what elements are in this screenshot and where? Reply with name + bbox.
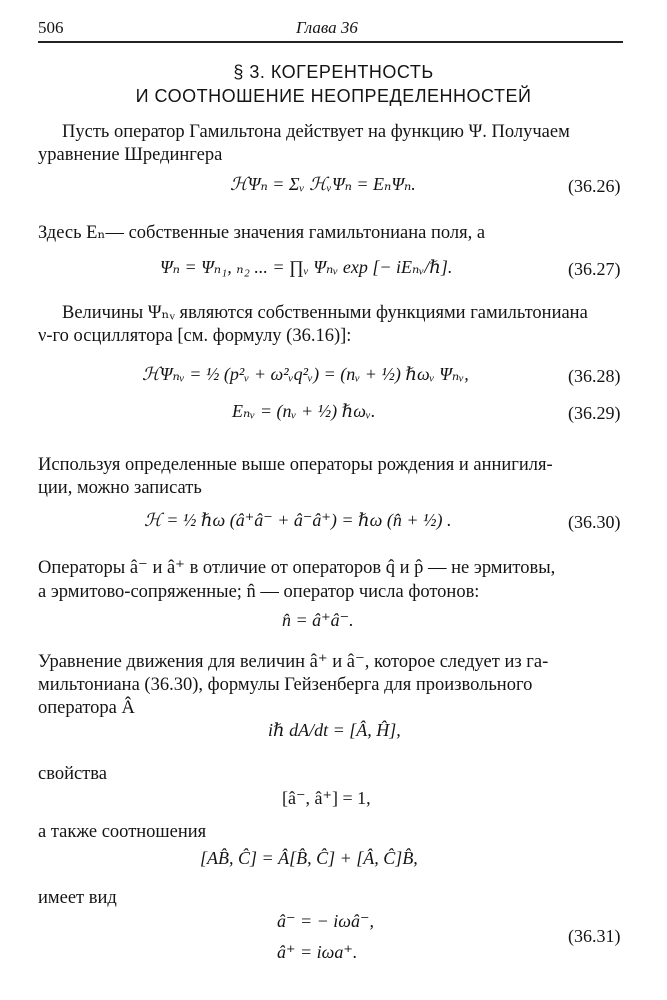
paragraph-4-line2: ции, можно записать xyxy=(38,478,202,498)
page-number: 506 xyxy=(38,18,64,37)
paragraph-6-line1: Уравнение движения для величин â⁺ и â⁻, которое следует из га- xyxy=(38,652,549,672)
equation-36-31-line1: â⁻ = − iωâ⁻, xyxy=(277,911,375,931)
equation-number-36-26: (36.26) xyxy=(568,176,621,196)
equation-number-36-28: (36.28) xyxy=(568,366,621,386)
equation-number-36-31: (36.31) xyxy=(568,926,621,946)
paragraph-3-line2: ν-го осциллятора [см. формулу (36.16)]: xyxy=(38,326,352,346)
paragraph-1-line1: Пусть оператор Гамильтона действует на функцию Ψ. Получаем xyxy=(62,122,570,142)
paragraph-6-line2: мильтониана (36.30), формулы Гейзенберга для произвольного xyxy=(38,675,533,695)
chapter-header: Глава 36 xyxy=(296,18,358,37)
paragraph-2: Здесь Eₙ— собственные значения гамильтониана поля, а xyxy=(38,223,486,243)
equation-heisenberg: iℏ dA/dt = [Â, Ĥ], xyxy=(268,720,401,740)
equation-number-36-30: (36.30) xyxy=(568,512,621,532)
equation-36-27: Ψₙ = Ψₙ₁, ₙ₂ ... = ∏ᵥ Ψₙᵥ exp [− iEₙᵥ/ℏ]. xyxy=(160,257,453,277)
paragraph-9: имеет вид xyxy=(38,888,117,908)
equation-36-31-line2: â⁺ = iωa⁺. xyxy=(277,942,358,962)
section-title-line2: И СООТНОШЕНИЕ НЕОПРЕДЕЛЕННОСТЕЙ xyxy=(135,86,532,106)
equation-number-36-29: (36.29) xyxy=(568,403,621,423)
paragraph-1-line2: уравнение Шредингера xyxy=(38,145,223,165)
equation-36-29: Eₙᵥ = (nᵥ + ½) ℏωᵥ. xyxy=(232,401,376,421)
paragraph-8: а также соотношения xyxy=(38,822,207,842)
equation-commutator: [â⁻, â⁺] = 1, xyxy=(282,788,371,808)
paragraph-5-line1: Операторы â⁻ и â⁺ в отличие от операторов q̂ и p̂ — не эрмитовы, xyxy=(38,558,556,578)
equation-36-30: ℋ = ½ ℏω (â⁺â⁻ + â⁻â⁺) = ℏω (n̂ + ½) . xyxy=(144,510,452,530)
equation-number-36-27: (36.27) xyxy=(568,259,621,279)
paragraph-4-line1: Используя определенные выше операторы рождения и аннигиля- xyxy=(38,455,553,475)
paragraph-6-line3: оператора Â xyxy=(38,698,135,718)
equation-relation: [AB̂, Ĉ] = Â[B̂, Ĉ] + [Â, Ĉ]B̂, xyxy=(200,848,418,868)
section-title-line1: § 3. КОГЕРЕНТНОСТЬ xyxy=(233,62,434,82)
equation-36-28: ℋΨₙᵥ = ½ (p²ᵥ + ω²ᵥq²ᵥ) = (nᵥ + ½) ℏωᵥ Ψₙᵥ, xyxy=(142,364,469,384)
paragraph-5-line2: а эрмитово-сопряженные; n̂ — оператор числа фотонов: xyxy=(38,582,480,602)
equation-number-operator: n̂ = â⁺â⁻. xyxy=(282,610,354,630)
header-rule xyxy=(38,41,623,43)
paragraph-3-line1: Величины Ψₙᵥ являются собственными функциями гамильтониана xyxy=(62,303,588,323)
paragraph-7: свойства xyxy=(38,764,107,784)
equation-36-26: ℋΨₙ = Σᵥ ℋᵥΨₙ = EₙΨₙ. xyxy=(230,174,416,194)
